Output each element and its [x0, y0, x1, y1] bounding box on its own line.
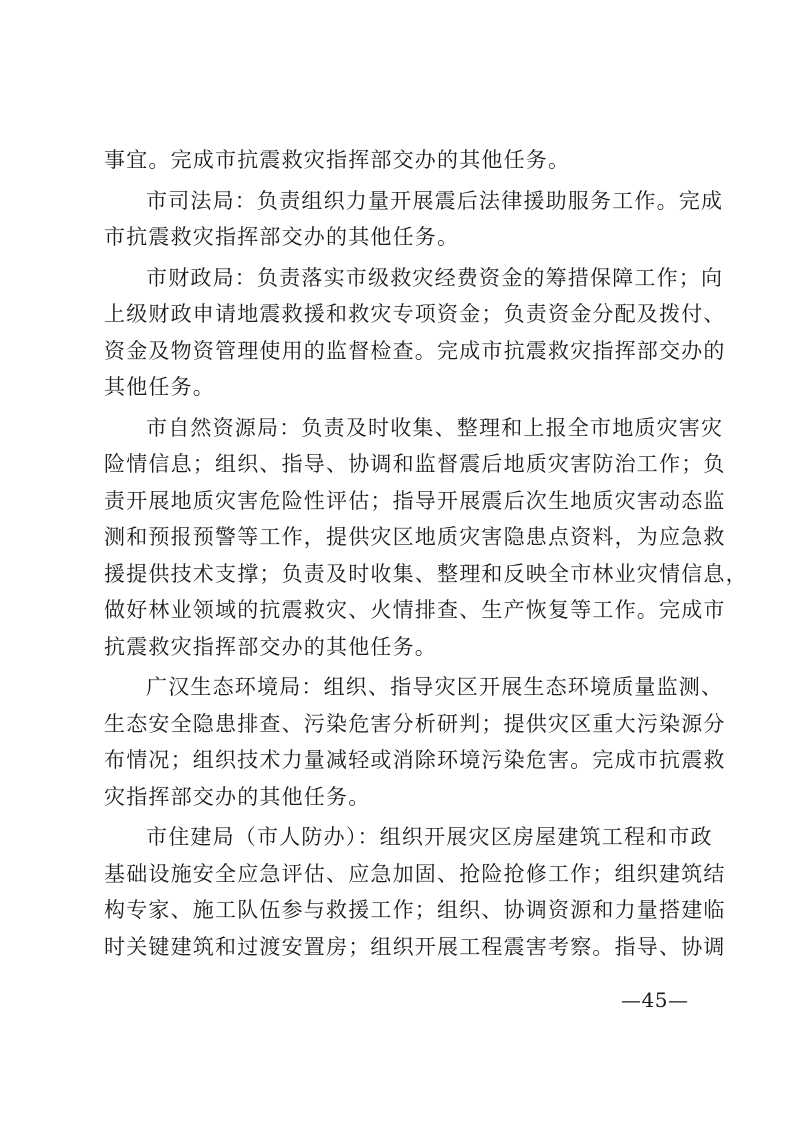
- paragraph-ecology-environment-bureau: [104, 669, 726, 815]
- text-line: 布情况；组织技术力量减轻或消除环境污染危害。完成市抗震救: [104, 748, 726, 772]
- text-line: 时关键建筑和过渡安置房；组织开展工程震害考察。指导、协调: [104, 934, 726, 959]
- paragraph-continuation: [104, 142, 696, 179]
- text-line: 上级财政申请地震救援和救灾专项资金；负责资金分配及拨付、: [104, 302, 726, 326]
- text-line: 其他任务。: [104, 375, 215, 399]
- text-line: 灾指挥部交办的其他任务。: [104, 784, 371, 809]
- paragraph-housing-construction-bureau: [104, 819, 726, 965]
- paragraph-judicial-bureau: [104, 183, 724, 256]
- text-line: 生态安全隐患排查、污染危害分析研判；提供灾区重大污染源分: [104, 711, 726, 736]
- paragraph-finance-bureau: [104, 260, 726, 406]
- text-line: 测和预报预警等工作，提供灾区地质灾害隐患点资料，为应急救: [104, 525, 726, 549]
- text-line: 基础设施安全应急评估、应急加固、抢险抢修工作；组织建筑结: [104, 861, 726, 886]
- document-body: [104, 142, 748, 969]
- text-line: 抗震救灾指挥部交办的其他任务。: [104, 634, 437, 659]
- text-line: 市自然资源局：负责及时收集、整理和上报全市地质灾害灾: [146, 415, 724, 440]
- text-line: 险情信息；组织、指导、协调和监督震后地质灾害防治工作；负: [104, 452, 726, 476]
- text-line: 市抗震救灾指挥部交办的其他任务。: [104, 225, 460, 249]
- text-line: 责开展地质灾害危险性评估；指导开展震后次生地质灾害动态监: [104, 488, 726, 513]
- text-line: 做好林业领域的抗震救灾、火情排查、生产恢复等工作。完成市: [104, 598, 726, 622]
- text-line: 事宜。完成市抗震救灾指挥部交办的其他任务。: [104, 148, 571, 172]
- text-line: 广汉生态环境局：组织、指导灾区开展生态环境质量监测、: [146, 675, 724, 699]
- text-line: 构专家、施工队伍参与救援工作；组织、协调资源和力量搭建临: [104, 898, 726, 922]
- text-line: 市司法局：负责组织力量开展震后法律援助服务工作。完成: [146, 188, 724, 213]
- text-line: 资金及物资管理使用的监督检查。完成市抗震救灾指挥部交办的: [104, 338, 726, 363]
- paragraph-natural-resources-bureau: [104, 410, 748, 666]
- text-line: 市财政局：负责落实市级救灾经费资金的筹措保障工作；向: [146, 265, 724, 290]
- text-line: 市住建局（市人防办）：组织开展灾区房屋建筑工程和市政: [146, 825, 713, 849]
- page-number: —45—: [621, 988, 689, 1012]
- text-line: 援提供技术支撑；负责及时收集、整理和反映全市林业灾情信息，: [104, 561, 748, 586]
